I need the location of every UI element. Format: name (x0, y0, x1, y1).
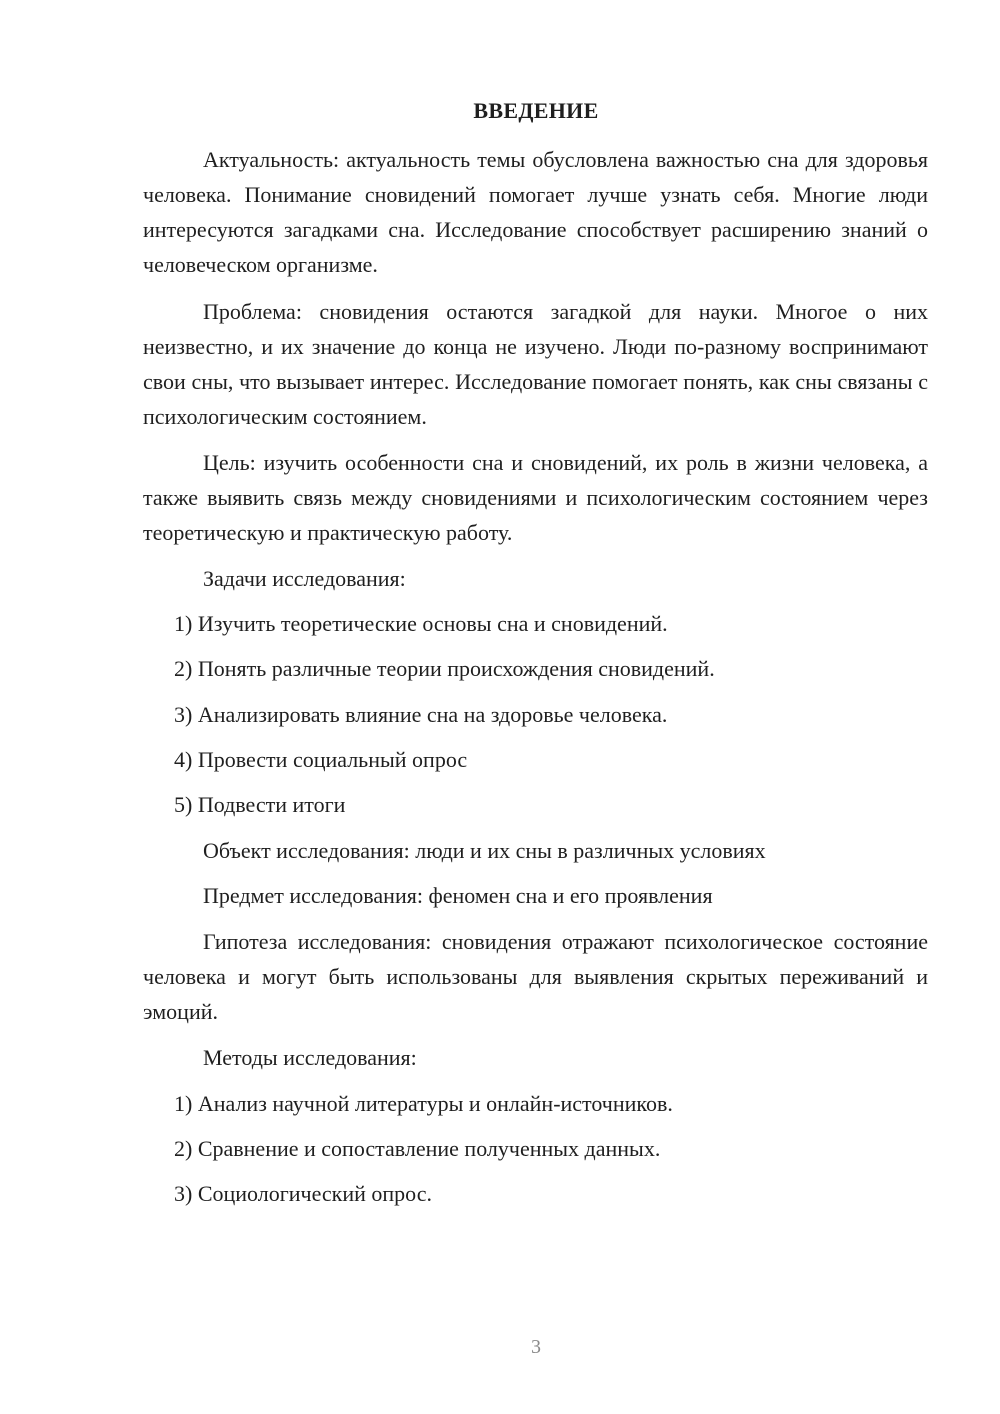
task-item: 3) Анализировать влияние сна на здоровье человека. (174, 702, 668, 727)
research-subject: Предмет исследования: феномен сна и его проявления (203, 883, 713, 908)
problem-paragraph: Проблема: сновидения остаются загадкой для науки. Многое о них неизвестно, и их значение до конца не изучено. Люди по-разному воспринимают свои сны, что вызывает интерес. Исследование помогает понять, как сны связаны с психологическим состоянием. (143, 299, 928, 429)
hypothesis-paragraph: Гипотеза исследования: сновидения отражают психологическое состояние человека и могут быть использованы для выявления скрытых переживаний и эмоций. (143, 929, 928, 1024)
methods-heading: Методы исследования: (203, 1045, 417, 1070)
page-number: 3 (531, 1336, 541, 1358)
task-item: 1) Изучить теоретические основы сна и сновидений. (174, 611, 668, 636)
relevance-paragraph: Актуальность: актуальность темы обусловлена важностью сна для здоровья человека. Понимание сновидений помогает лучше узнать себя. Многие люди интересуются загадками сна. Исследование способствует расширению знаний о человеческом организме. (143, 147, 928, 277)
page-title: ВВЕДЕНИЕ (473, 98, 599, 123)
goal-paragraph: Цель: изучить особенности сна и сновидений, их роль в жизни человека, а также выявить связь между сновидениями и психологическим состоянием через теоретическую и практическую работу. (143, 450, 928, 545)
method-item: 2) Сравнение и сопоставление полученных данных. (174, 1136, 661, 1161)
tasks-heading: Задачи исследования: (203, 566, 406, 591)
task-item: 4) Провести социальный опрос (174, 747, 468, 772)
task-item: 5) Подвести итоги (174, 792, 346, 817)
method-item: 3) Социологический опрос. (174, 1181, 432, 1206)
research-object: Объект исследования: люди и их сны в различных условиях (203, 838, 766, 863)
method-item: 1) Анализ научной литературы и онлайн-источников. (174, 1091, 673, 1116)
task-item: 2) Понять различные теории происхождения сновидений. (174, 656, 715, 681)
